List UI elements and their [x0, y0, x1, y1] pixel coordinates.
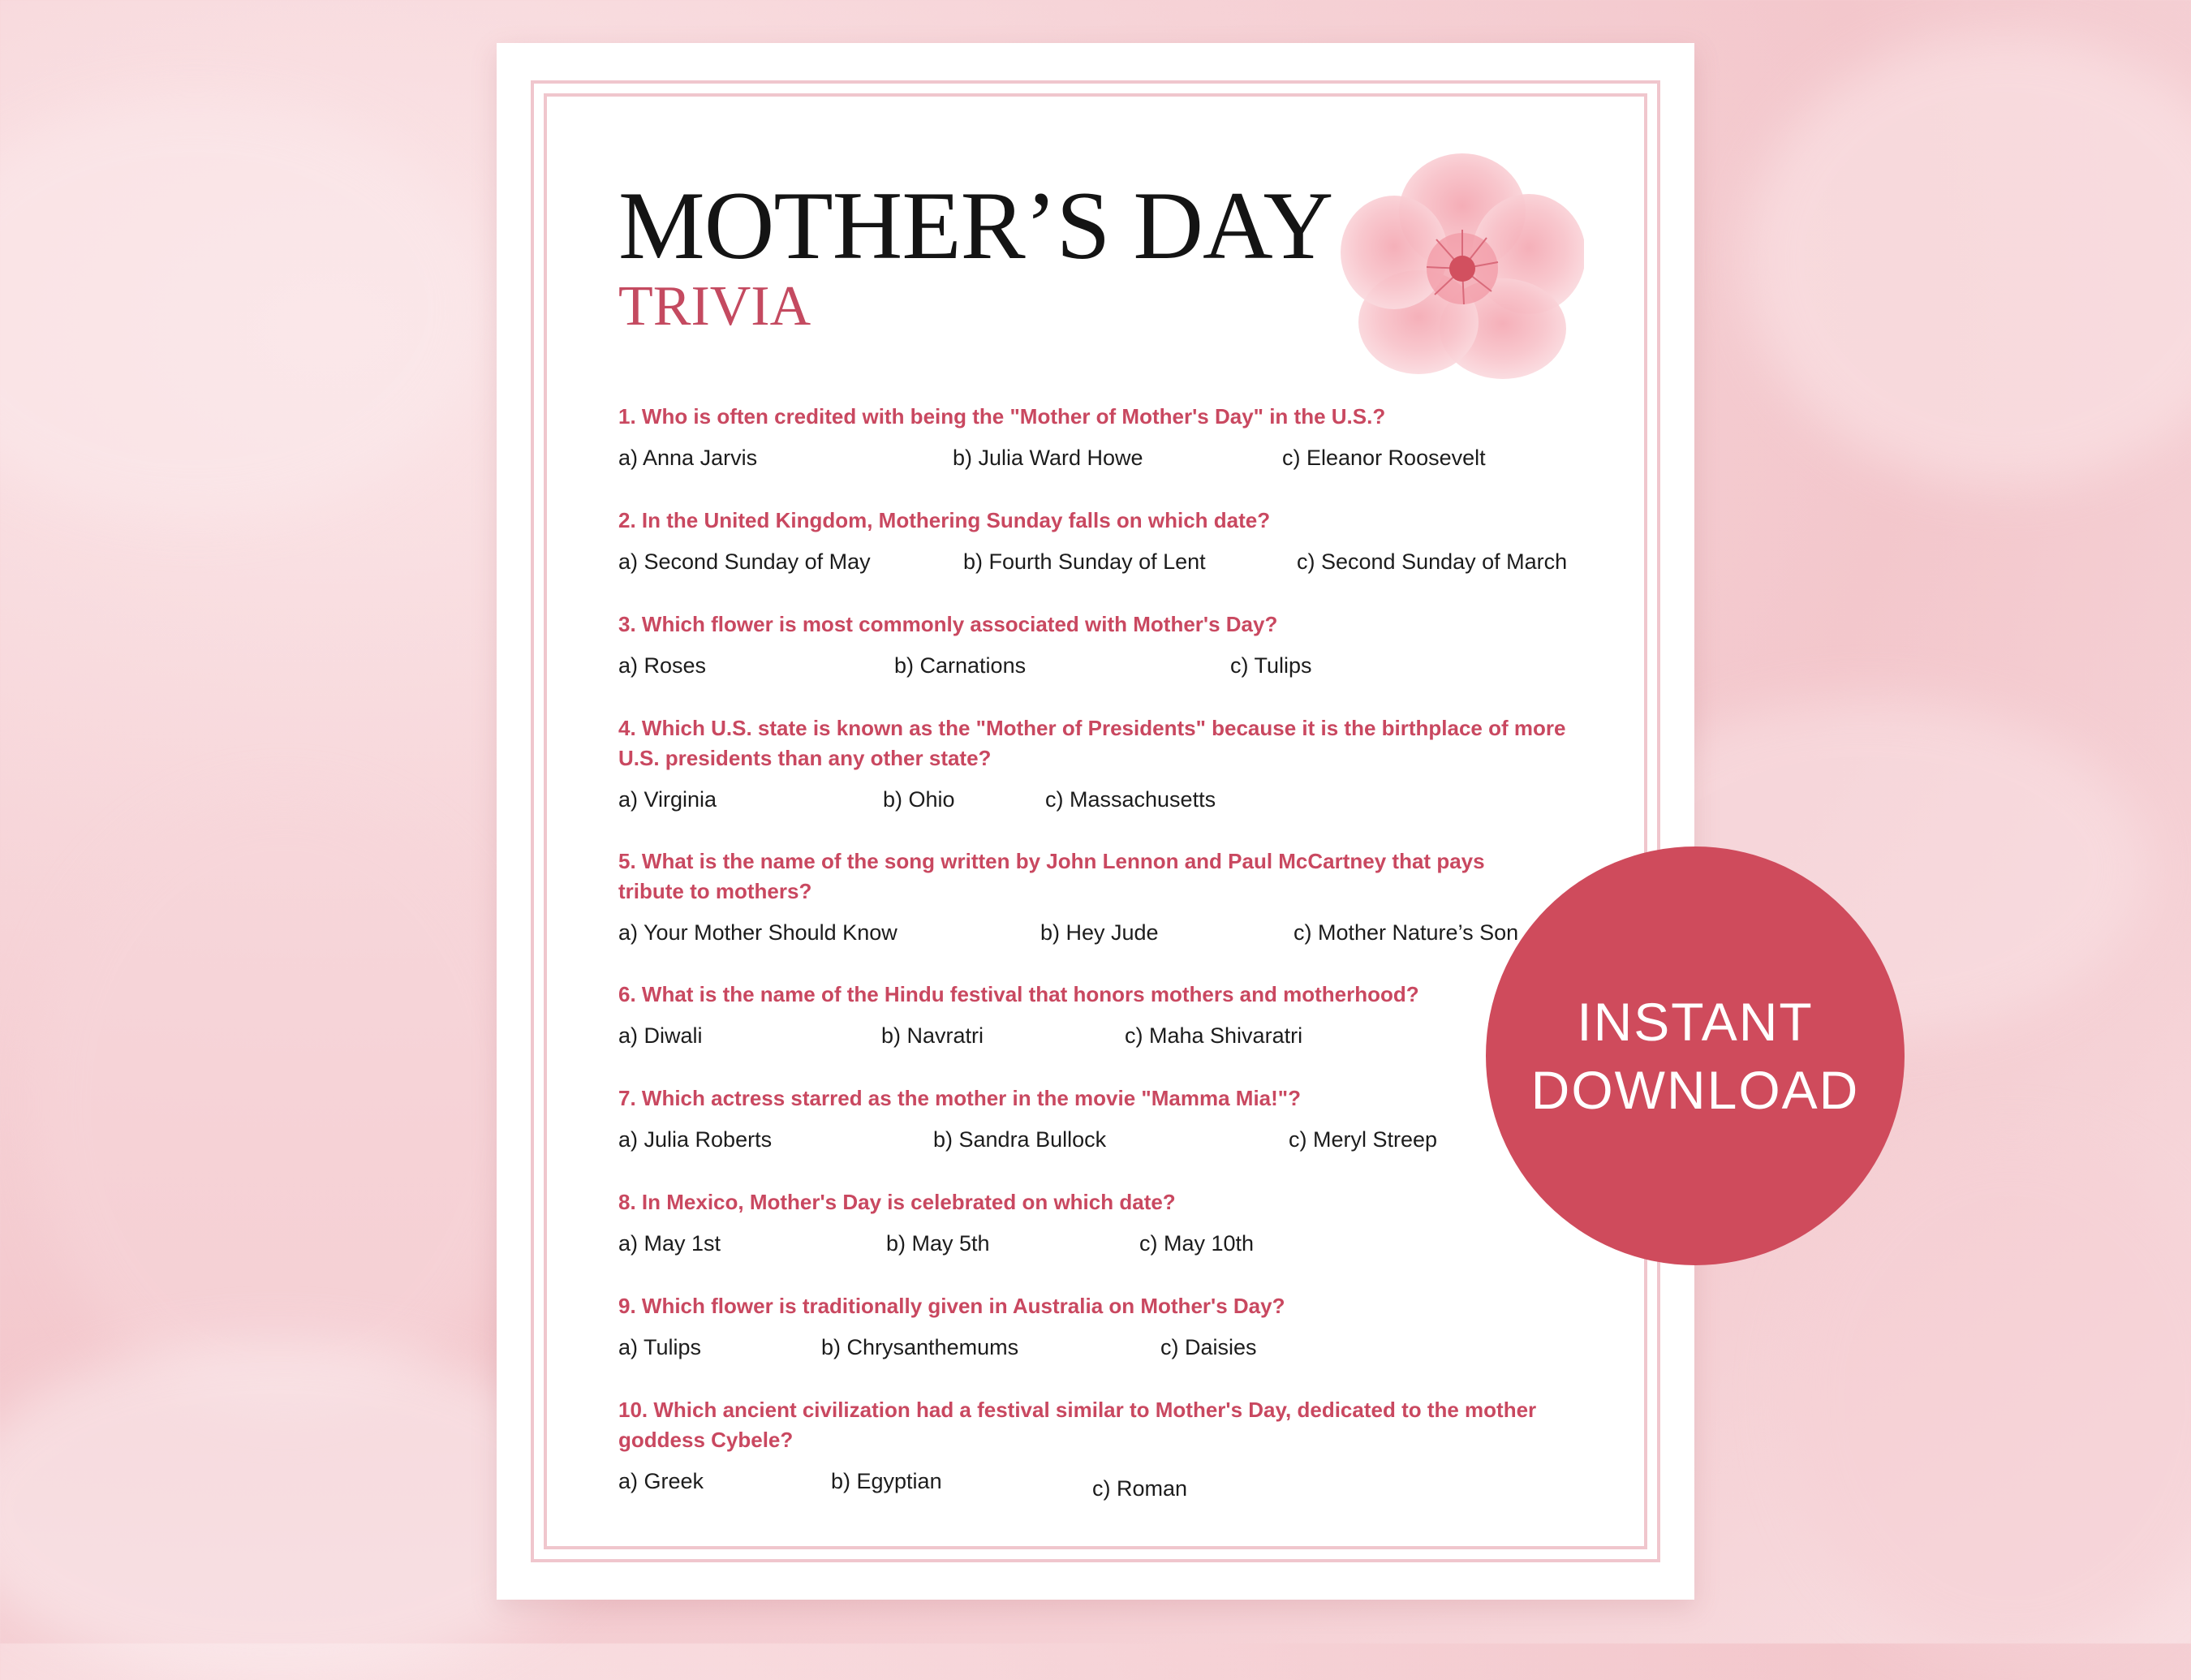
answer-option-a: a) Greek [618, 1469, 704, 1493]
question-text: 5. What is the name of the song written by John Lennon and Paul McCartney that pays tribute to mothers? [618, 849, 1485, 903]
answer-options [618, 785, 1608, 815]
question-text: 8. In Mexico, Mother's Day is celebrated on which date? [618, 1190, 1176, 1214]
answer-options [618, 1467, 1608, 1501]
question-item [618, 980, 1608, 1083]
answer-options [618, 443, 1608, 473]
answer-option-a: a) Virginia [618, 787, 717, 812]
question-item [618, 506, 1608, 610]
background-petal [1785, 1136, 2191, 1656]
question-item [618, 610, 1608, 713]
question-item [618, 1083, 1608, 1187]
answer-option-c: c) May 10th [1139, 1231, 1255, 1256]
question-text: 3. Which flower is most commonly associated with Mother's Day? [618, 612, 1278, 636]
answer-option-c: c) Roman [1092, 1476, 1188, 1501]
answer-options [618, 1125, 1608, 1155]
answer-options [618, 1229, 1608, 1259]
question-item [618, 713, 1608, 846]
answer-option-b: b) Hey Jude [1040, 920, 1159, 945]
answer-option-a: a) Roses [618, 653, 707, 678]
answer-option-c: c) Massachusetts [1045, 787, 1216, 812]
answer-option-c: c) Second Sunday of March [1297, 549, 1568, 574]
answer-option-b: b) Chrysanthemums [821, 1335, 1019, 1359]
trivia-sheet [497, 43, 1694, 1600]
sheet-subtitle: TRIVIA [618, 275, 811, 338]
answer-option-b: b) Ohio [883, 787, 955, 812]
background-petal [1745, 32, 2191, 487]
answer-option-b: b) Egyptian [831, 1469, 942, 1493]
answer-options [618, 1333, 1608, 1363]
answer-option-a: a) Tulips [618, 1335, 702, 1359]
background-petal [0, 97, 487, 519]
answer-option-b: b) Julia Ward Howe [953, 446, 1143, 470]
answer-options [618, 1021, 1608, 1051]
instant-download-badge [1486, 846, 1905, 1265]
answer-options [618, 918, 1608, 948]
answer-options [618, 651, 1608, 681]
answer-option-b: b) Carnations [894, 653, 1027, 678]
answer-options [618, 547, 1608, 577]
answer-option-c: c) Eleanor Roosevelt [1282, 446, 1486, 470]
answer-option-b: b) Sandra Bullock [933, 1127, 1107, 1152]
answer-option-b: b) Fourth Sunday of Lent [963, 549, 1206, 574]
question-text: 9. Which flower is traditionally given in Australia on Mother's Day? [618, 1294, 1285, 1318]
question-text: 2. In the United Kingdom, Mothering Sunday falls on which date? [618, 508, 1271, 532]
answer-option-a: a) Julia Roberts [618, 1127, 773, 1152]
answer-option-c: c) Tulips [1230, 653, 1312, 678]
answer-option-a: a) Your Mother Should Know [618, 920, 897, 945]
sheet-title: MOTHER’S DAY [618, 171, 1333, 279]
answer-option-c: c) Maha Shivaratri [1125, 1023, 1303, 1048]
question-item [618, 1395, 1608, 1528]
badge-line-2: DOWNLOAD [1530, 1060, 1860, 1120]
question-item [618, 846, 1608, 980]
answer-option-b: b) Navratri [881, 1023, 984, 1048]
answer-option-a: a) May 1st [618, 1231, 721, 1256]
questions-list [618, 402, 1608, 1528]
background-petal [32, 795, 536, 1412]
answer-option-a: a) Diwali [618, 1023, 703, 1048]
answer-option-a: a) Anna Jarvis [618, 446, 758, 470]
answer-option-b: b) May 5th [886, 1231, 990, 1256]
question-text: 7. Which actress starred as the mother in the movie "Mamma Mia!"? [618, 1086, 1302, 1110]
question-text: 4. Which U.S. state is known as the "Mother of Presidents" because it is the birthplace of more U.S. presidents than any other state? [618, 716, 1566, 770]
question-item [618, 1187, 1608, 1291]
question-item [618, 402, 1608, 506]
question-text: 6. What is the name of the Hindu festival that honors mothers and motherhood? [618, 982, 1419, 1006]
answer-option-c: c) Meryl Streep [1289, 1127, 1438, 1152]
answer-option-c: c) Mother Nature’s Son [1294, 920, 1519, 945]
question-text: 10. Which ancient civilization had a festival similar to Mother's Day, dedicated to the mother goddess Cybele? [618, 1398, 1537, 1452]
question-text: 1. Who is often credited with being the "Mother of Mother's Day" in the U.S.? [618, 404, 1386, 429]
answer-option-a: a) Second Sunday of May [618, 549, 871, 574]
flower-illustration [1341, 149, 1584, 384]
badge-line-1: INSTANT [1577, 992, 1814, 1052]
answer-option-c: c) Daisies [1160, 1335, 1257, 1359]
question-item [618, 1291, 1608, 1395]
